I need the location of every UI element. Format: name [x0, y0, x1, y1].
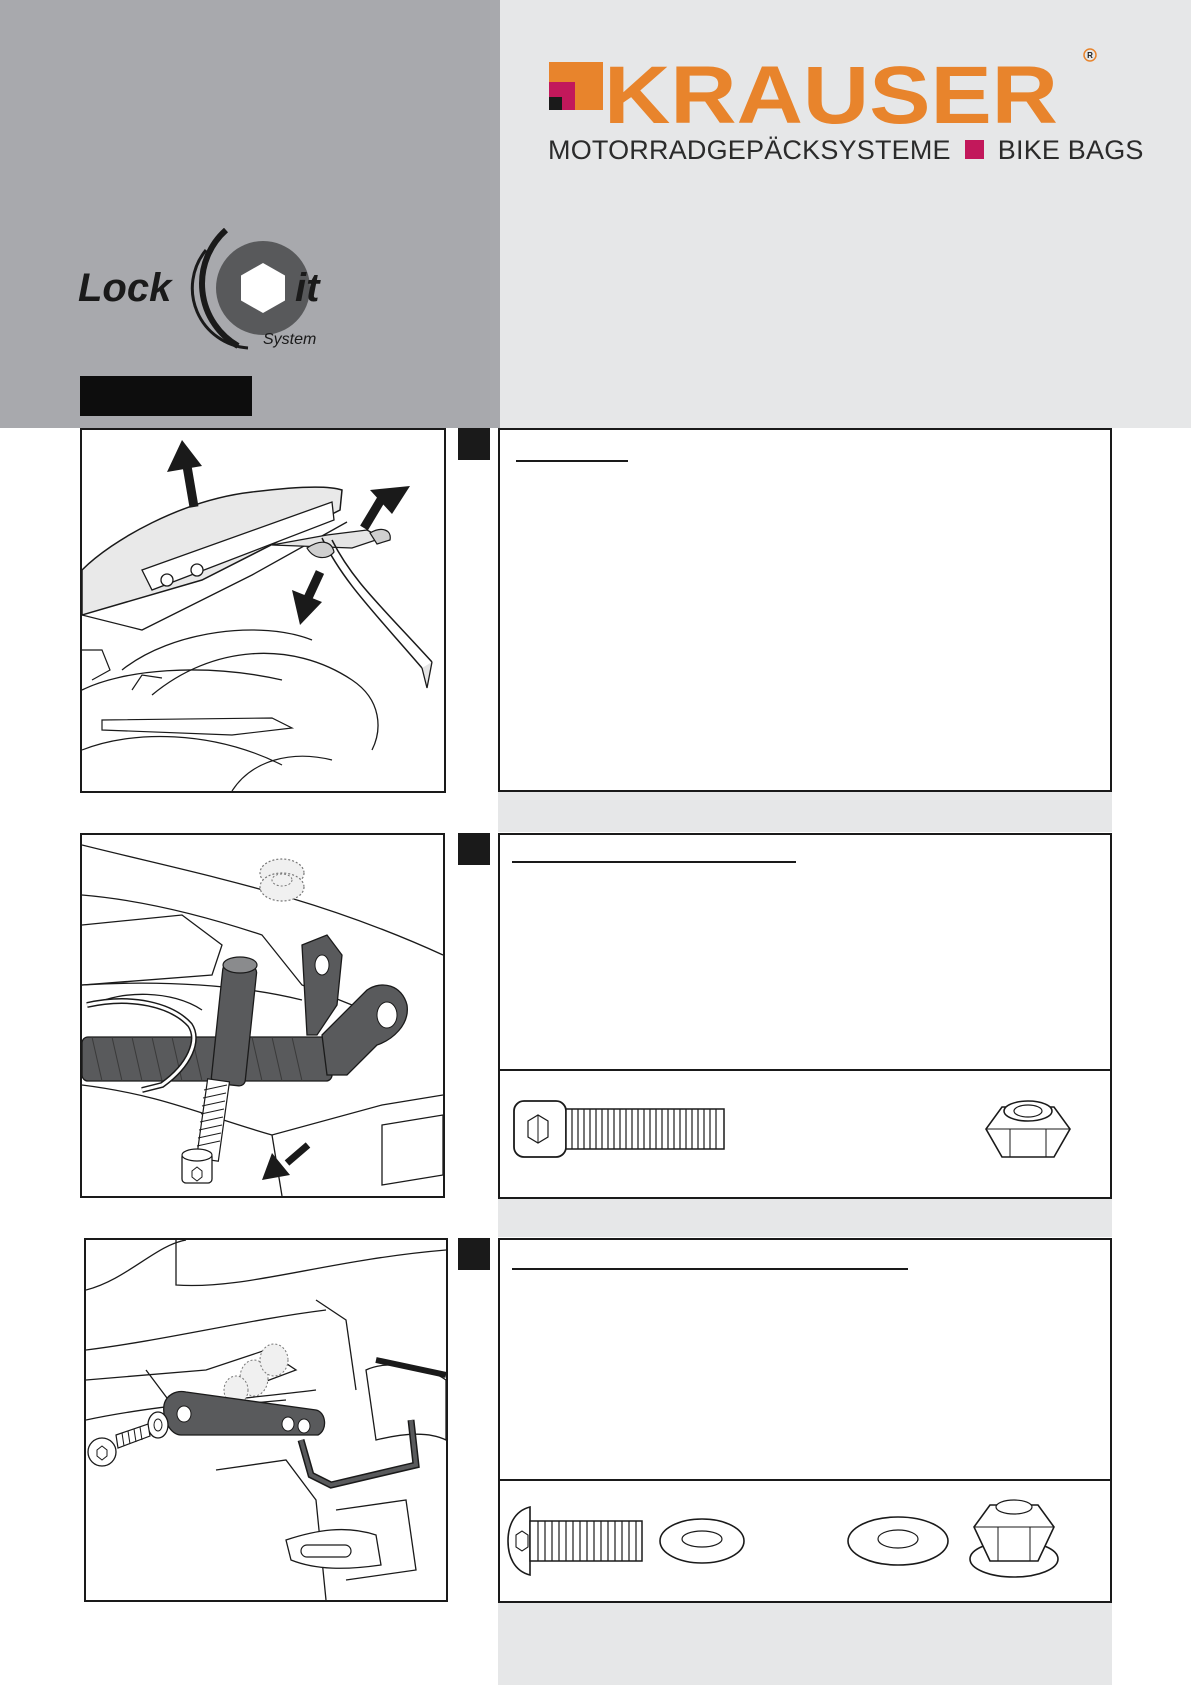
step-3-parts-box: [498, 1479, 1112, 1603]
tagline-left: MOTORRADGEPÄCKSYSTEME: [548, 135, 951, 165]
bolt-horizontal-icon: [88, 1412, 168, 1466]
lockit-word-it: it: [295, 266, 320, 310]
step-3-text-box: [498, 1238, 1112, 1481]
button-head-bolt-icon: [508, 1507, 642, 1575]
lockit-sub: System: [263, 331, 317, 348]
header-left-panel: [0, 0, 500, 428]
arrow-up-right-icon: [364, 486, 410, 528]
lockit-logo: [78, 228, 338, 358]
step-3-parts: [500, 1481, 1110, 1601]
bracket-mounting-illustration: [86, 1240, 446, 1600]
registered-mark: R: [1087, 51, 1093, 60]
lock-nut-icon: [986, 1101, 1070, 1157]
small-washer-icon: [660, 1519, 744, 1563]
bolt-mounting-illustration: [82, 835, 443, 1196]
nut-dotted-icon: [260, 859, 304, 901]
step-1-heading-underline: [516, 460, 628, 462]
seat-removal-illustration: [82, 430, 444, 791]
large-washer-icon: [848, 1517, 948, 1565]
krauser-logo: [548, 48, 1108, 128]
brand-name: KRAUSER: [604, 50, 1058, 128]
model-title-bar: [80, 376, 252, 416]
step-3-heading-underline: [512, 1268, 908, 1270]
arrow-down-left-icon: [292, 572, 322, 625]
tagline-separator-square: [965, 140, 984, 159]
step-1-illustration-frame: [80, 428, 446, 793]
step-2-number-badge: [458, 833, 490, 865]
step-1-text-box: [498, 428, 1112, 792]
step-3-illustration-frame: [84, 1238, 448, 1602]
hex-socket-bolt-icon: [514, 1101, 724, 1157]
step-2-text-box: [498, 833, 1112, 1071]
step-3-number-badge: [458, 1238, 490, 1270]
step-2-heading-underline: [512, 861, 796, 863]
step-1-number-badge: [458, 428, 490, 460]
arrow-down-left-icon: [262, 1145, 308, 1180]
step-2-parts-box: [498, 1069, 1112, 1199]
step-2-parts: [500, 1071, 1110, 1197]
bolt-vertical-icon: [182, 1079, 229, 1183]
lockit-word-lock: Lock: [78, 266, 172, 310]
flange-nut-icon: [970, 1500, 1058, 1577]
brand-tagline: [548, 135, 1144, 166]
step-2-illustration-frame: [80, 833, 445, 1198]
arrow-up-icon: [167, 440, 202, 507]
tagline-right: BIKE BAGS: [997, 135, 1144, 165]
